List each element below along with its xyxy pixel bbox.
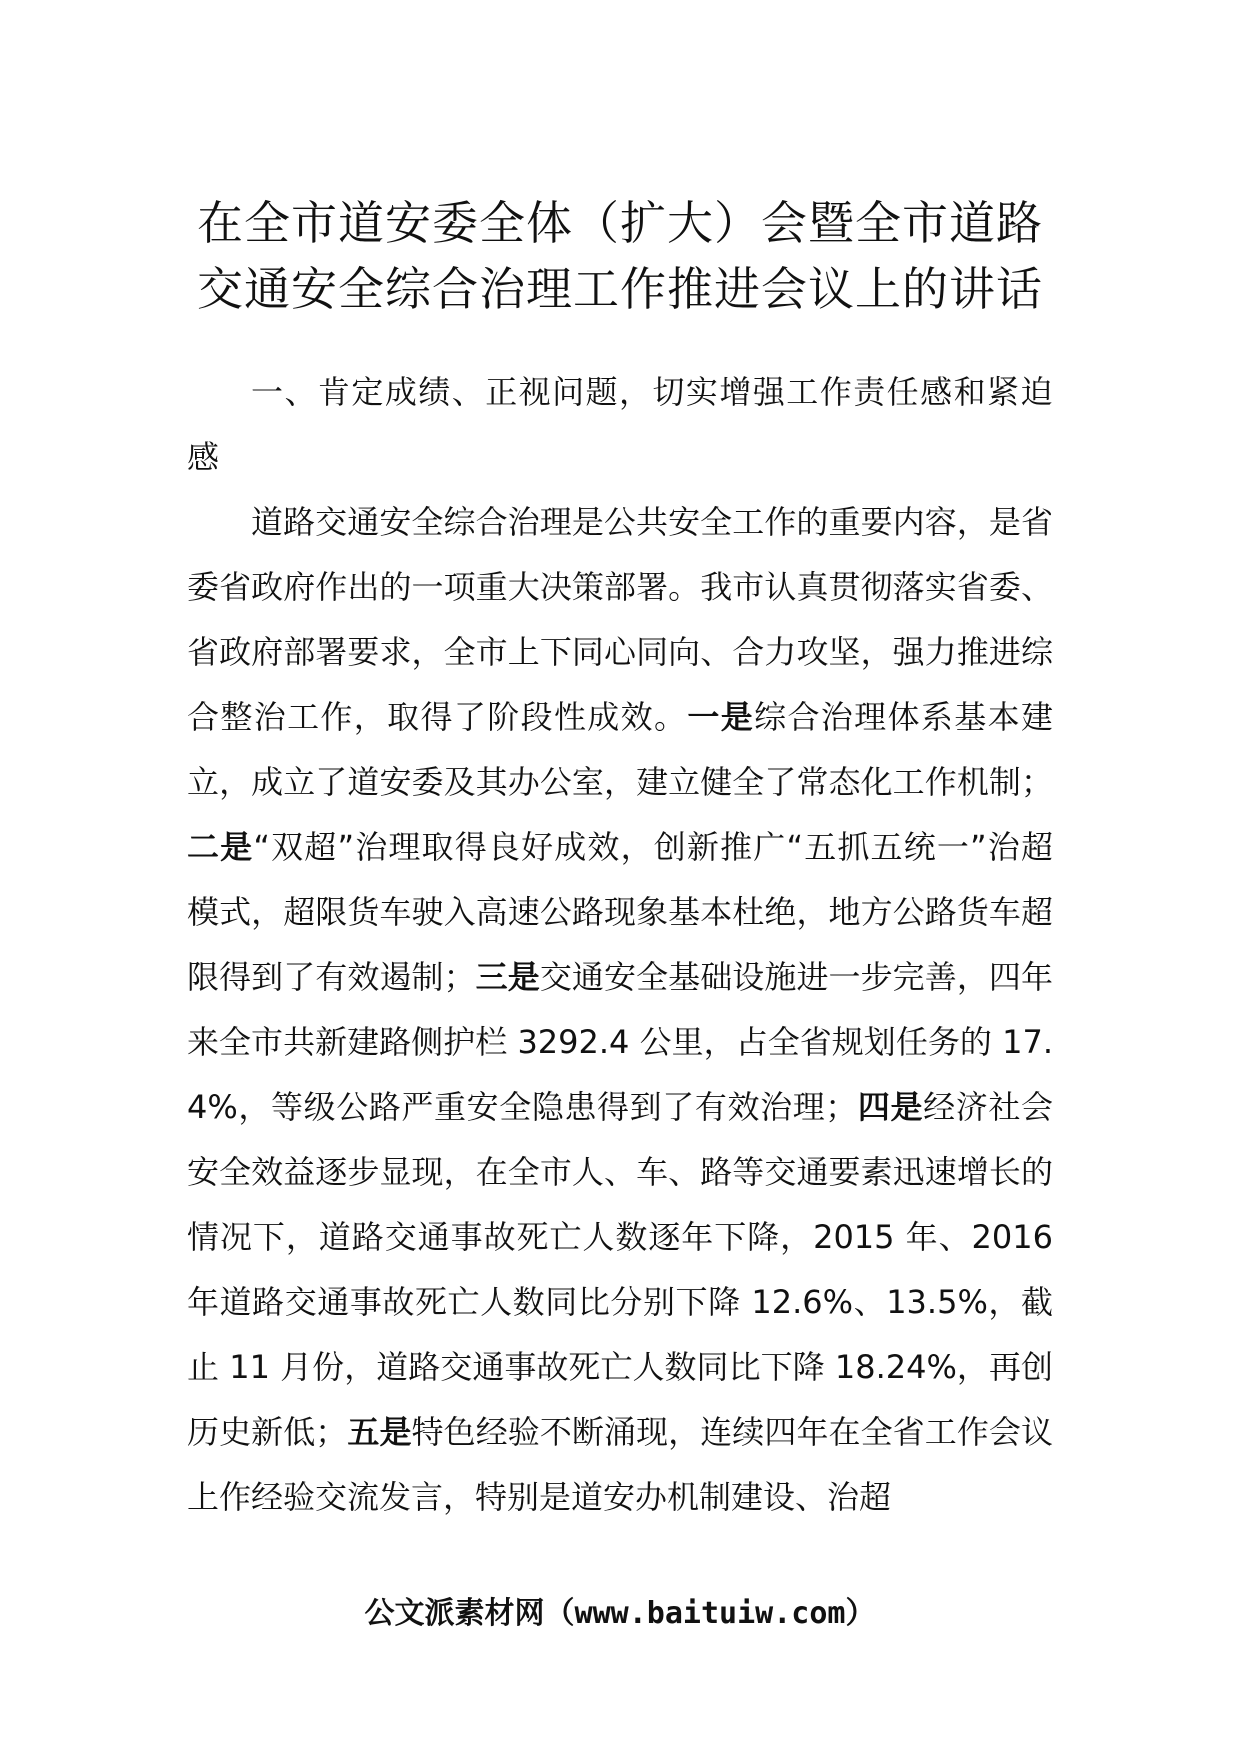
point-label-1: 一是	[687, 698, 755, 736]
paragraph-intro: 道路交通安全综合治理是公共安全工作的重要内容，是省委省政府作出的一项重大决策部署。我市认真贯彻落实省委、省政府部署要求，全市上下同心同向、合力攻坚，强力推进综合整治工作，取得了阶段性成效。	[187, 503, 1053, 736]
point-label-3: 三是	[475, 958, 540, 996]
footer-open-paren: （	[544, 1596, 575, 1631]
body-paragraph	[187, 490, 1053, 1530]
point-label-2: 二是	[187, 828, 254, 866]
point-text-2: “双超”治理取得良好成效，创新推广“五抓五统一”治超模式，超限货车驶入高速公路现象基本杜绝，地方公路货车超限得到了有效遏制；	[187, 828, 1053, 996]
point-label-5: 五是	[347, 1413, 412, 1451]
point-text-3: 交通安全基础设施进一步完善，四年来全市共新建路侧护栏 3292.4 公里，占全省规划任务的 17.4%，等级公路严重安全隐患得到了有效治理；	[187, 958, 1053, 1126]
footer-site-name: 公文派素材网	[364, 1596, 545, 1631]
footer-url: www.baituiw.com	[574, 1596, 846, 1631]
document-body	[187, 360, 1053, 1530]
document-title	[150, 190, 1090, 322]
title-line-2: 交通安全综合治理工作推进会议上的讲话	[197, 262, 1043, 316]
section-heading: 一、肯定成绩、正视问题，切实增强工作责任感和紧迫感	[187, 373, 1053, 476]
point-text-5: 特色经验不断涌现，连续四年在全省工作会议上作经验交流发言，特别是道安办机制建设、治超	[187, 1413, 1053, 1516]
title-line-1: 在全市道安委全体（扩大）会暨全市道路	[197, 196, 1043, 250]
point-text-4: 经济社会安全效益逐步显现，在全市人、车、路等交通要素迅速增长的情况下，道路交通事故死亡人数逐年下降，2015 年、2016 年道路交通事故死亡人数同比分别下降 12.6%、13.5%，截止 11 月份，道路交通事故死亡人数同比下降 18.24%，再创历史新低；	[187, 1088, 1053, 1451]
point-label-4: 四是	[857, 1088, 924, 1126]
page-footer	[0, 1594, 1240, 1634]
point-text-1: 综合治理体系基本建立，成立了道安委及其办公室，建立健全了常态化工作机制；	[187, 698, 1053, 801]
footer-close-paren: ）	[845, 1596, 876, 1631]
